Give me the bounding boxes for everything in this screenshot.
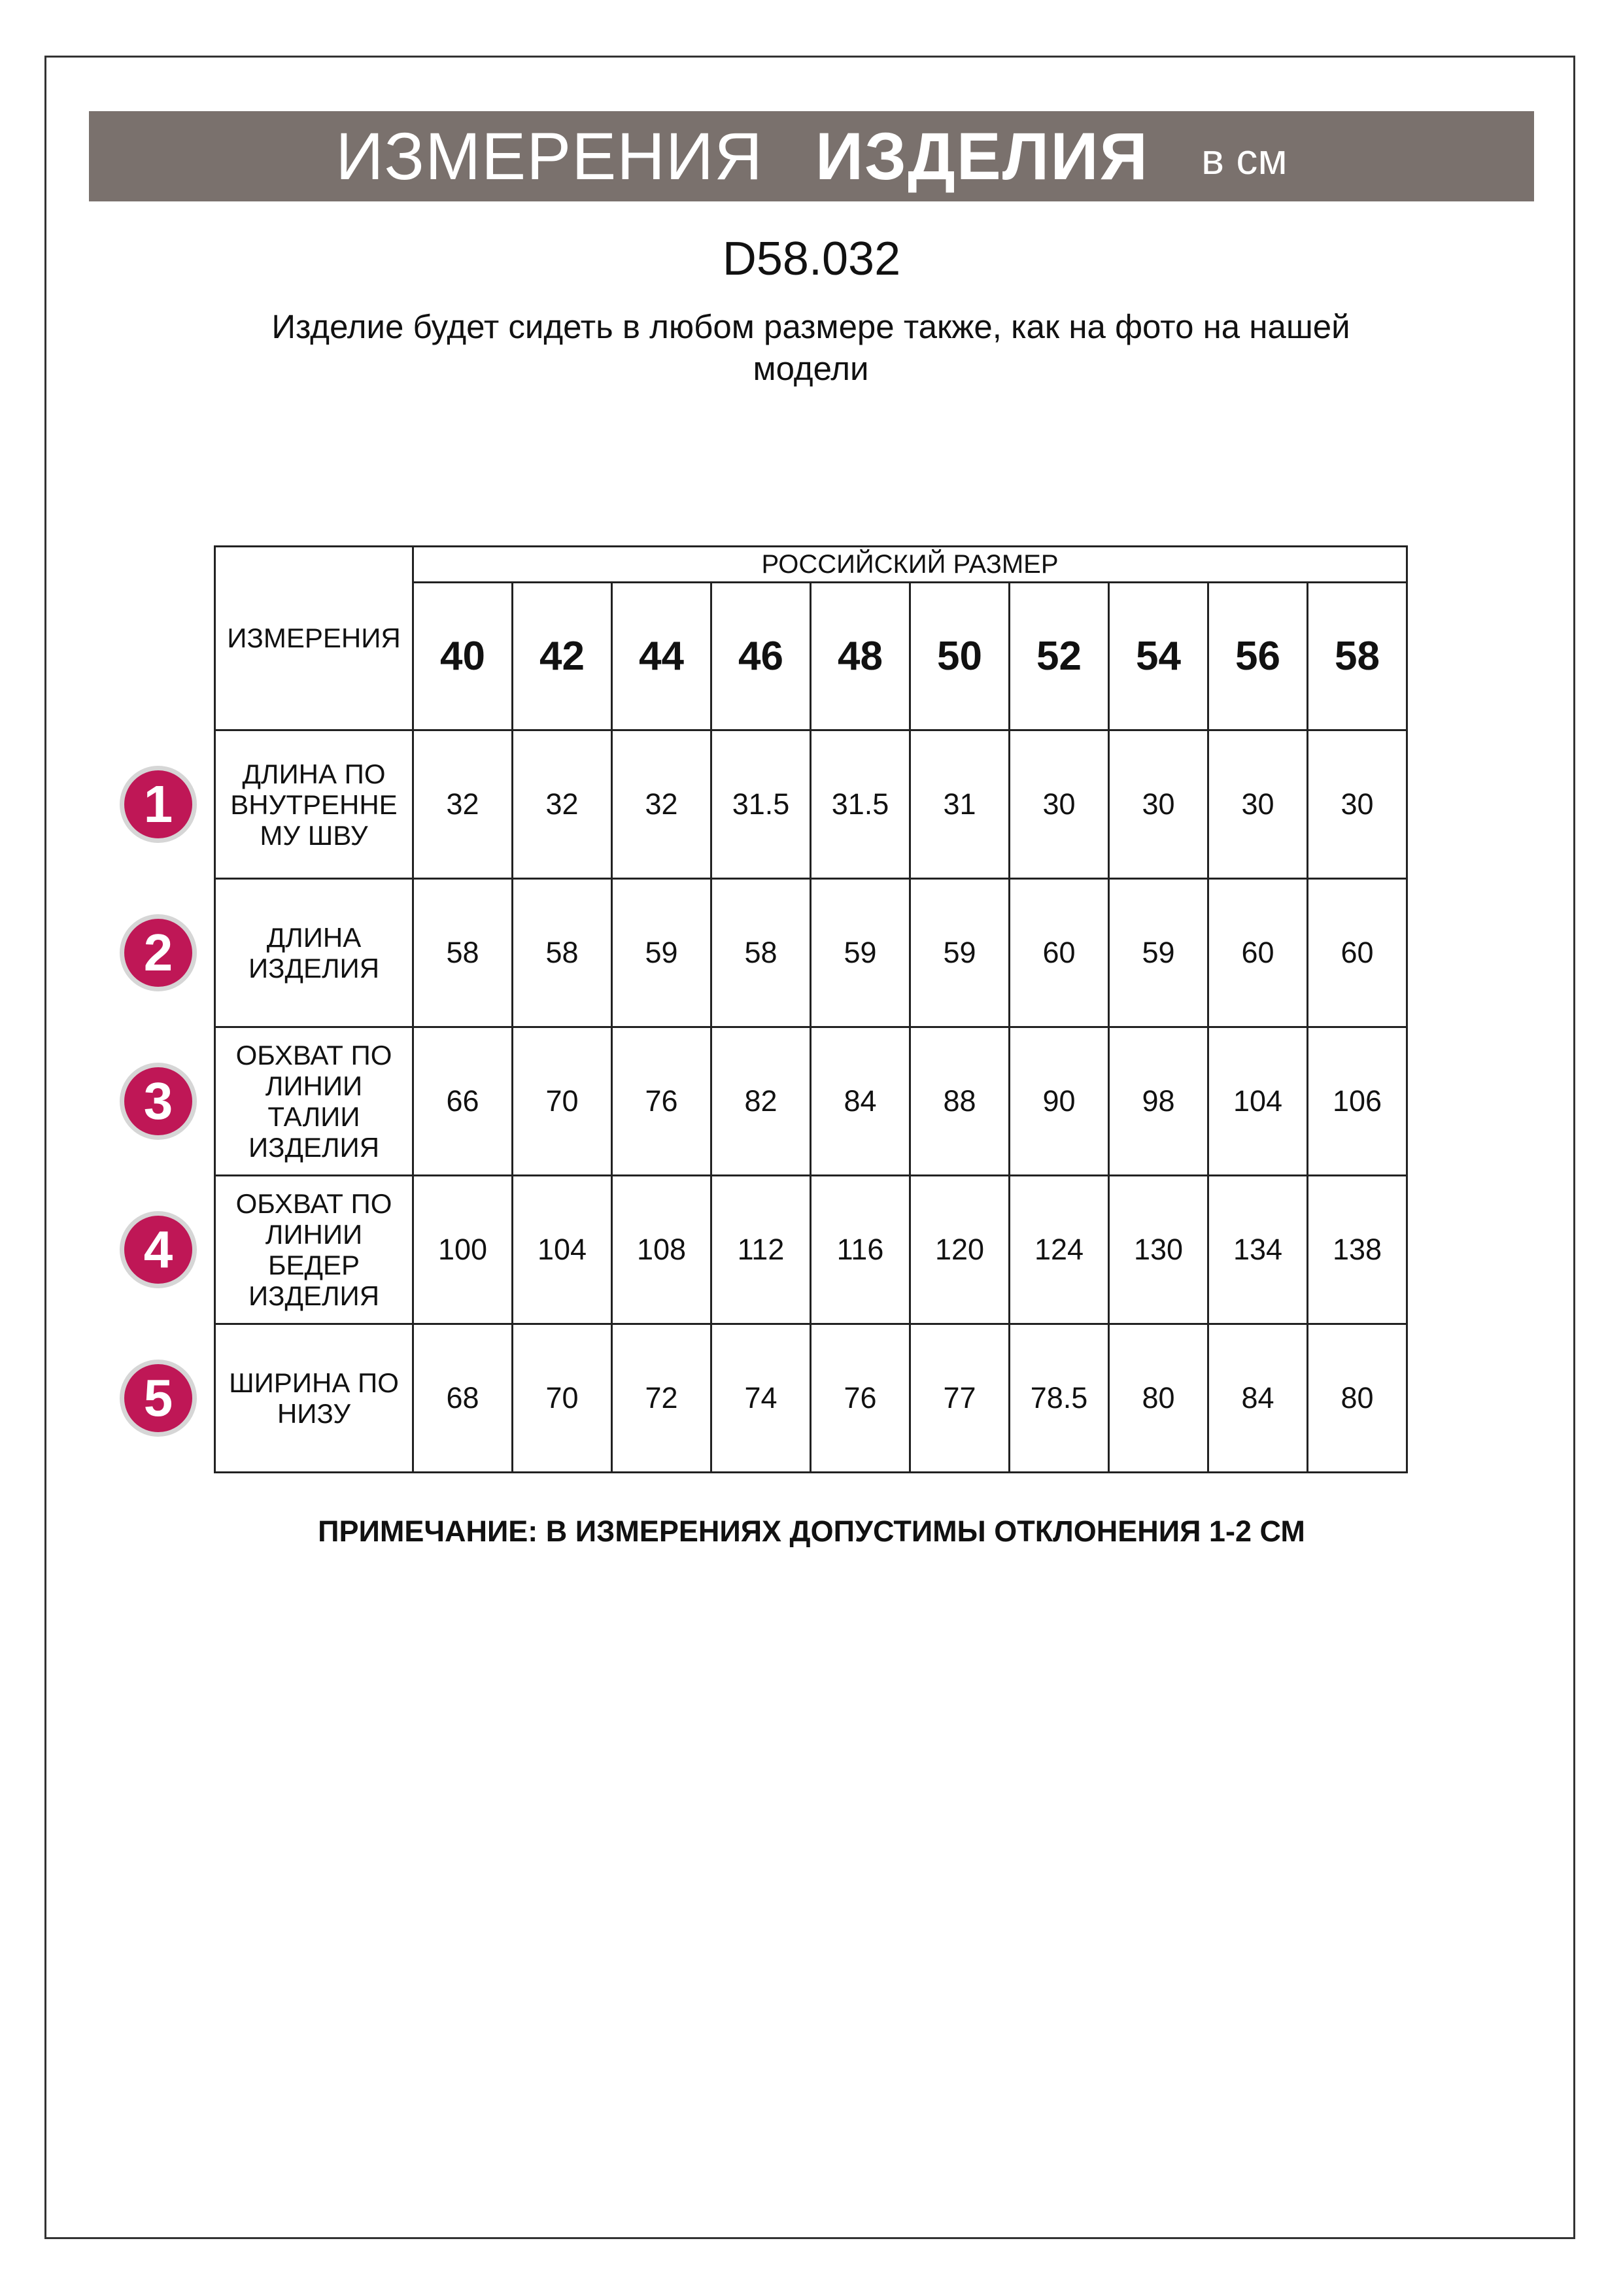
table-row <box>215 1027 1407 1176</box>
table-cell: 59 <box>811 879 910 1027</box>
table-cell: 138 <box>1308 1176 1407 1324</box>
marker-3-icon: 3 <box>120 1063 197 1140</box>
table-cell: 32 <box>513 730 612 879</box>
table-cell: 80 <box>1109 1324 1208 1473</box>
table-cell: 84 <box>811 1027 910 1176</box>
size-header: 54 <box>1109 583 1208 730</box>
table-cell: 66 <box>413 1027 513 1176</box>
table-cell: 32 <box>612 730 711 879</box>
table-cell: 82 <box>711 1027 811 1176</box>
title-unit: в см <box>1201 135 1288 183</box>
row-label: ОБХВАТ ПО ЛИНИИ ТАЛИИ ИЗДЕЛИЯ <box>215 1027 413 1176</box>
table-cell: 84 <box>1208 1324 1308 1473</box>
table-cell: 80 <box>1308 1324 1407 1473</box>
title-part-2: ИЗДЕЛИЯ <box>815 118 1149 194</box>
table-cell: 88 <box>910 1027 1010 1176</box>
table-cell: 59 <box>910 879 1010 1027</box>
article-number: D58.032 <box>722 233 901 285</box>
table-cell: 130 <box>1109 1176 1208 1324</box>
table-cell: 31.5 <box>811 730 910 879</box>
table-cell: 112 <box>711 1176 811 1324</box>
size-header: 42 <box>513 583 612 730</box>
table-cell: 70 <box>513 1027 612 1176</box>
table-cell: 76 <box>811 1324 910 1473</box>
table-cell: 106 <box>1308 1027 1407 1176</box>
table-cell: 90 <box>1010 1027 1109 1176</box>
size-header: 52 <box>1010 583 1109 730</box>
table-cell: 60 <box>1208 879 1308 1027</box>
marker-2-icon: 2 <box>120 914 197 991</box>
table-cell: 31 <box>910 730 1010 879</box>
title-part-1: ИЗМЕРЕНИЯ <box>335 118 763 194</box>
size-header: 40 <box>413 583 513 730</box>
marker-1-icon: 1 <box>120 766 197 843</box>
table-row <box>215 879 1407 1027</box>
table-cell: 134 <box>1208 1176 1308 1324</box>
table-cell: 100 <box>413 1176 513 1324</box>
table-cell: 74 <box>711 1324 811 1473</box>
size-header: 56 <box>1208 583 1308 730</box>
fit-description: Изделие будет сидеть в любом размере также, как на фото на нашей модели <box>271 308 1350 387</box>
size-header: 50 <box>910 583 1010 730</box>
table-cell: 120 <box>910 1176 1010 1324</box>
table-cell: 98 <box>1109 1027 1208 1176</box>
size-header: 44 <box>612 583 711 730</box>
row-label: ДЛИНА ИЗДЕЛИЯ <box>215 879 413 1027</box>
table-cell: 108 <box>612 1176 711 1324</box>
table-cell: 59 <box>1109 879 1208 1027</box>
table-row <box>215 1176 1407 1324</box>
size-header: 48 <box>811 583 910 730</box>
table-cell: 30 <box>1010 730 1109 879</box>
table-cell: 30 <box>1308 730 1407 879</box>
table-cell: 59 <box>612 879 711 1027</box>
table-cell: 124 <box>1010 1176 1109 1324</box>
size-table <box>214 545 1408 1473</box>
table-cell: 76 <box>612 1027 711 1176</box>
table-cell: 60 <box>1308 879 1407 1027</box>
row-label: ШИРИНА ПО НИЗУ <box>215 1324 413 1473</box>
table-row <box>215 1324 1407 1473</box>
table-cell: 77 <box>910 1324 1010 1473</box>
row-label: ОБХВАТ ПО ЛИНИИ БЕДЕР ИЗДЕЛИЯ <box>215 1176 413 1324</box>
table-cell: 116 <box>811 1176 910 1324</box>
title-banner <box>89 111 1534 201</box>
table-cell: 30 <box>1109 730 1208 879</box>
table-cell: 30 <box>1208 730 1308 879</box>
table-cell: 78.5 <box>1010 1324 1109 1473</box>
table-cell: 58 <box>513 879 612 1027</box>
row-label: ДЛИНА ПО ВНУТРЕННЕ МУ ШВУ <box>215 730 413 879</box>
size-group-header: РОССИЙСКИЙ РАЗМЕР <box>413 547 1407 583</box>
size-header: 58 <box>1308 583 1407 730</box>
table-cell: 72 <box>612 1324 711 1473</box>
table-cell: 31.5 <box>711 730 811 879</box>
table-cell: 68 <box>413 1324 513 1473</box>
table-cell: 58 <box>711 879 811 1027</box>
marker-4-icon: 4 <box>120 1211 197 1288</box>
measurements-header: ИЗМЕРЕНИЯ <box>215 547 413 730</box>
table-cell: 104 <box>1208 1027 1308 1176</box>
marker-5-icon: 5 <box>120 1360 197 1437</box>
table-cell: 104 <box>513 1176 612 1324</box>
table-cell: 60 <box>1010 879 1109 1027</box>
table-cell: 58 <box>413 879 513 1027</box>
table-cell: 70 <box>513 1324 612 1473</box>
table-cell: 32 <box>413 730 513 879</box>
size-header: 46 <box>711 583 811 730</box>
note: ПРИМЕЧАНИЕ: В ИЗМЕРЕНИЯХ ДОПУСТИМЫ ОТКЛОНЕНИЯ 1-2 СМ <box>318 1515 1305 1548</box>
table-row <box>215 730 1407 879</box>
